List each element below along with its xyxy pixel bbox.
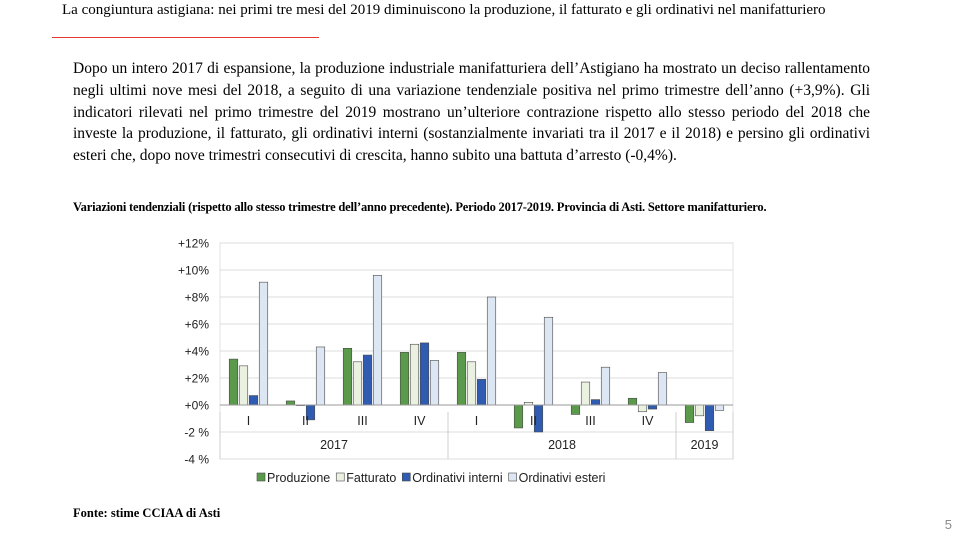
x-tick-label: I [474,414,479,428]
bar-produzione [571,405,580,414]
y-tick-label: -4 % [184,452,209,467]
bar-produzione [514,405,523,428]
x-tick-label: III [585,414,596,428]
x-tick-label: III [357,414,368,428]
bar-ordinativi-esteri [259,282,268,405]
bar-ordinativi-interni [477,379,486,405]
legend-swatch [509,473,517,481]
bar-produzione [400,352,409,405]
legend-label: Fatturato [346,471,397,485]
bar-produzione [229,359,238,405]
bar-ordinativi-esteri [658,373,667,405]
bar-produzione [685,405,694,423]
bar-ordinativi-esteri [316,347,325,405]
y-tick-label: +12% [177,236,209,251]
x-group-label: 2018 [548,438,576,452]
x-group-label: 2019 [690,438,719,452]
bar-ordinativi-interni [591,400,600,405]
x-tick-label: II [302,414,309,428]
bar-fatturato [581,382,590,405]
y-tick-label: +0% [184,398,209,413]
bar-ordinativi-esteri [373,275,382,405]
bar-ordinativi-interni [249,396,258,405]
y-tick-label: +6% [184,317,209,332]
bar-ordinativi-esteri [601,367,610,405]
x-group-label: 2017 [320,438,348,452]
bar-fatturato [410,344,419,405]
x-tick-label: II [530,414,537,428]
slide-title: La congiuntura astigiana: nei primi tre mesi del 2019 diminuiscono la produzione, il fatturato e gli ordinativi nel manifatturiero [62,2,826,18]
source-note: Fonte: stime CCIAA di Asti [73,506,221,520]
bar-produzione [286,401,295,405]
x-tick-label: IV [641,414,654,428]
legend-label: Ordinativi interni [412,471,503,485]
y-tick-label: +4% [184,344,209,359]
bar-produzione [628,398,637,405]
legend-swatch [257,473,265,481]
legend-label: Produzione [267,471,331,485]
bar-ordinativi-interni [705,405,714,431]
bar-produzione [457,352,466,405]
bar-fatturato [638,405,647,412]
bar-ordinativi-esteri [487,297,496,405]
x-tick-label: I [246,414,251,428]
legend-swatch [402,473,410,481]
legend-label: Ordinativi esteri [518,471,606,485]
bar-ordinativi-interni [648,405,657,409]
bar-fatturato [239,366,248,405]
legend-swatch [336,473,344,481]
bar-ordinativi-esteri [715,405,724,410]
bar-fatturato [695,405,704,416]
y-tick-label: -2 % [184,425,209,440]
chart-caption: Variazioni tendenziali (rispetto allo stesso trimestre dell’anno precedente). Periodo 2017-2019. Provincia di Asti. Settore manifatturiero. [73,200,767,214]
y-tick-label: +8% [184,290,209,305]
body-paragraph: Dopo un intero 2017 di espansione, la produzione industriale manifatturiera dell’Astigiano ha mostrato un deciso rallentamento negli ultimi nove mesi del 2018, a seguito di una variazione tendenziale positiva nel primo trimestre dell’anno (+3,9%). Gli indicatori rilevati nel primo trimestre del 2019 mostrano un’ulteriore contrazione rispetto allo stesso periodo del 2018 che investe la produzione, il fatturato, gli ordinativi interni (sostanzialmente invariati tra il 2017 e il 2018) e persino gli ordinativi esteri che, dopo nove trimestri consecutivi di crescita, hanno subito una battuta d’arresto (-0,4%). [73,60,870,165]
bar-fatturato [467,362,476,405]
bar-produzione [343,348,352,405]
y-tick-label: +2% [184,371,209,386]
bar-ordinativi-esteri [544,317,553,405]
x-tick-label: IV [413,414,426,428]
bar-ordinativi-interni [420,343,429,405]
y-tick-label: +10% [177,263,209,278]
page-number: 5 [944,517,952,532]
bar-ordinativi-esteri [430,360,439,405]
bar-fatturato [353,362,362,405]
bar-ordinativi-interni [363,355,372,405]
